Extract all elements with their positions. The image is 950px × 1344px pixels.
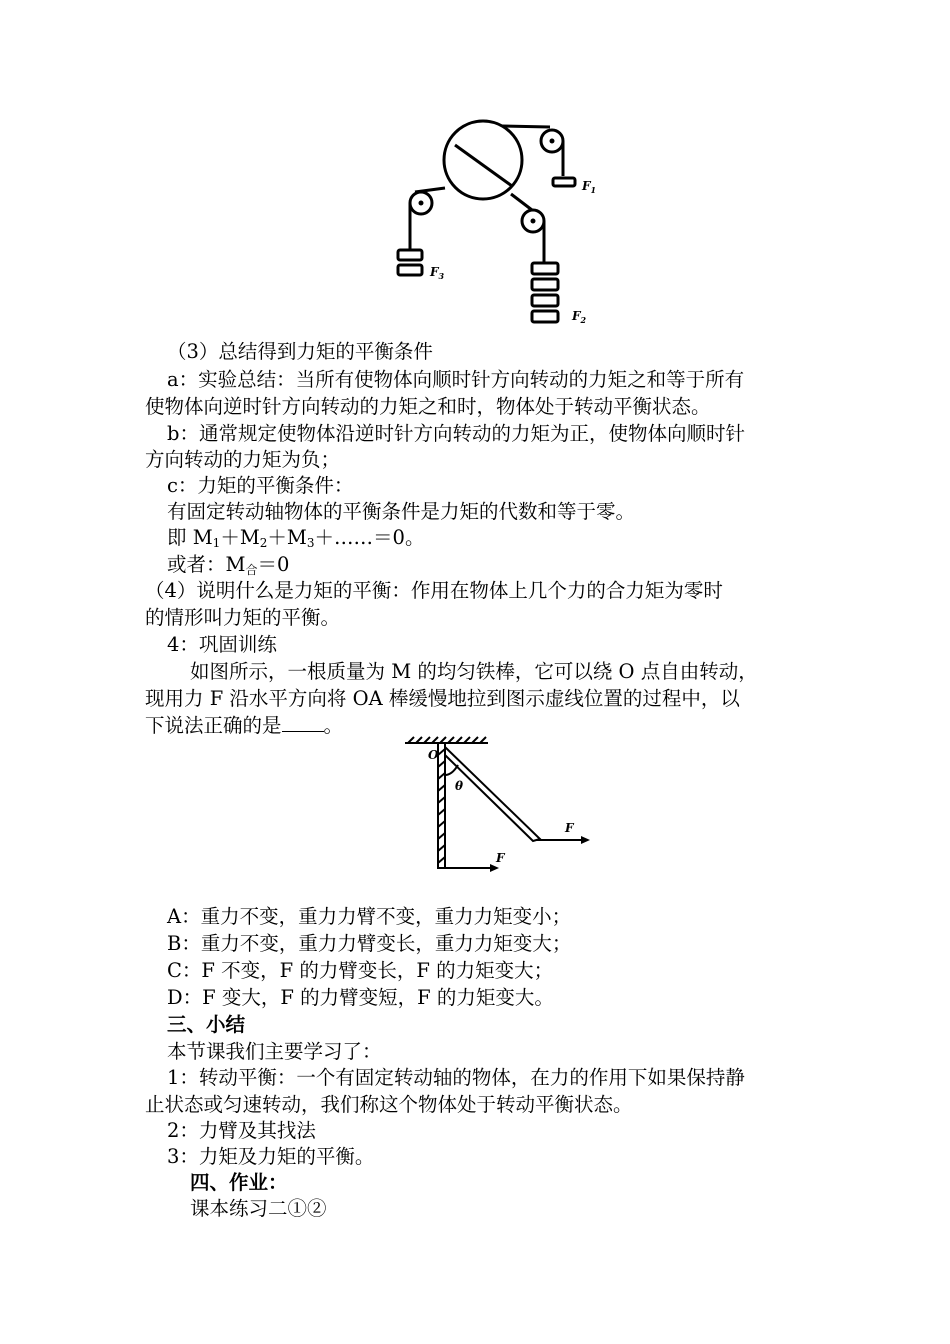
question-line1: 如图所示，一根质量为 M 的均匀铁棒，它可以绕 O 点自由转动， xyxy=(190,660,758,683)
arrow-right xyxy=(581,836,590,844)
section3-heading: （3）总结得到力矩的平衡条件 xyxy=(167,340,433,363)
string-left xyxy=(410,188,445,250)
disc-pointer xyxy=(455,145,512,186)
weight-f2-d xyxy=(532,311,558,322)
weight-f2-c xyxy=(532,295,558,306)
option-a: A：重力不变，重力力臂不变，重力力矩变小； xyxy=(167,905,572,928)
moment-disc xyxy=(444,121,522,199)
moment-disc-figure xyxy=(390,108,610,336)
question-line2: 现用力 F 沿水平方向将 OA 棒缓慢地拉到图示虚线位置的过程中，以 xyxy=(145,687,740,710)
section4-line1: （4）说明什么是力矩的平衡：作用在物体上几个力的合力矩为零时 xyxy=(145,579,723,602)
label-f1: $F_1$ xyxy=(582,179,597,195)
summary-c-line: c：力矩的平衡条件： xyxy=(167,474,354,497)
label-f-bottom: F xyxy=(496,851,505,865)
summary-b-line2: 方向转动的力矩为负； xyxy=(145,448,341,471)
weight-f2-b xyxy=(532,279,558,290)
summary-intro: 本节课我们主要学习了： xyxy=(167,1040,382,1063)
summary-item1-line1: 1：转动平衡：一个有固定转动轴的物体，在力的作用下如果保持静 xyxy=(167,1066,745,1089)
summary-a-line1: a：实验总结：当所有使物体向顺时针方向转动的力矩之和等于所有 xyxy=(167,368,745,391)
exercise-heading: 4：巩固训练 xyxy=(167,633,277,656)
homework-heading: 四、作业： xyxy=(190,1171,288,1194)
homework-content: 课本练习二①② xyxy=(190,1197,327,1220)
balance-formula-alt: 或者：$M_合=0$ xyxy=(167,553,290,577)
tilted-rod xyxy=(445,747,540,841)
summary-heading: 三、小结 xyxy=(167,1013,246,1036)
option-c: C：F 不变，F 的力臂变长，F 的力矩变大； xyxy=(167,959,554,982)
section4-line2: 的情形叫力矩的平衡。 xyxy=(145,606,341,629)
weight-f2-a xyxy=(532,263,558,274)
balance-formula: 即 $M_1+M_2+M_3+\dots\dots=0$。 xyxy=(167,526,425,550)
rod-figure xyxy=(400,735,600,875)
balance-condition: 有固定转动轴物体的平衡条件是力矩的代数和等于零。 xyxy=(167,500,636,523)
label-theta: θ xyxy=(455,779,464,793)
option-d: D：F 变大，F 的力臂变短，F 的力矩变大。 xyxy=(167,986,554,1009)
summary-a-line2: 使物体向逆时针方向转动的力矩之和时，物体处于转动平衡状态。 xyxy=(145,395,711,418)
label-f2: $F_2$ xyxy=(572,309,587,325)
label-f3: $F_3$ xyxy=(430,265,445,281)
answer-blank xyxy=(282,713,324,732)
label-o: O xyxy=(428,748,439,762)
weight-f1 xyxy=(553,178,575,186)
label-f-right: F xyxy=(565,821,574,835)
summary-b-line1: b：通常规定使物体沿逆时针方向转动的力矩为正，使物体向顺时针 xyxy=(167,422,745,445)
question-line3: 下说法正确的是 。 xyxy=(145,714,344,737)
weight-f3-a xyxy=(398,250,422,260)
arrow-bottom xyxy=(490,864,499,872)
angle-arc xyxy=(445,765,458,775)
option-b: B：重力不变，重力力臂变长，重力力矩变大； xyxy=(167,932,572,955)
summary-item3: 3：力矩及力矩的平衡。 xyxy=(167,1145,375,1168)
summary-item1-line2: 止状态或匀速转动，我们称这个物体处于转动平衡状态。 xyxy=(145,1093,633,1116)
summary-item2: 2：力臂及其找法 xyxy=(167,1119,316,1142)
weight-f3-b xyxy=(398,265,422,275)
